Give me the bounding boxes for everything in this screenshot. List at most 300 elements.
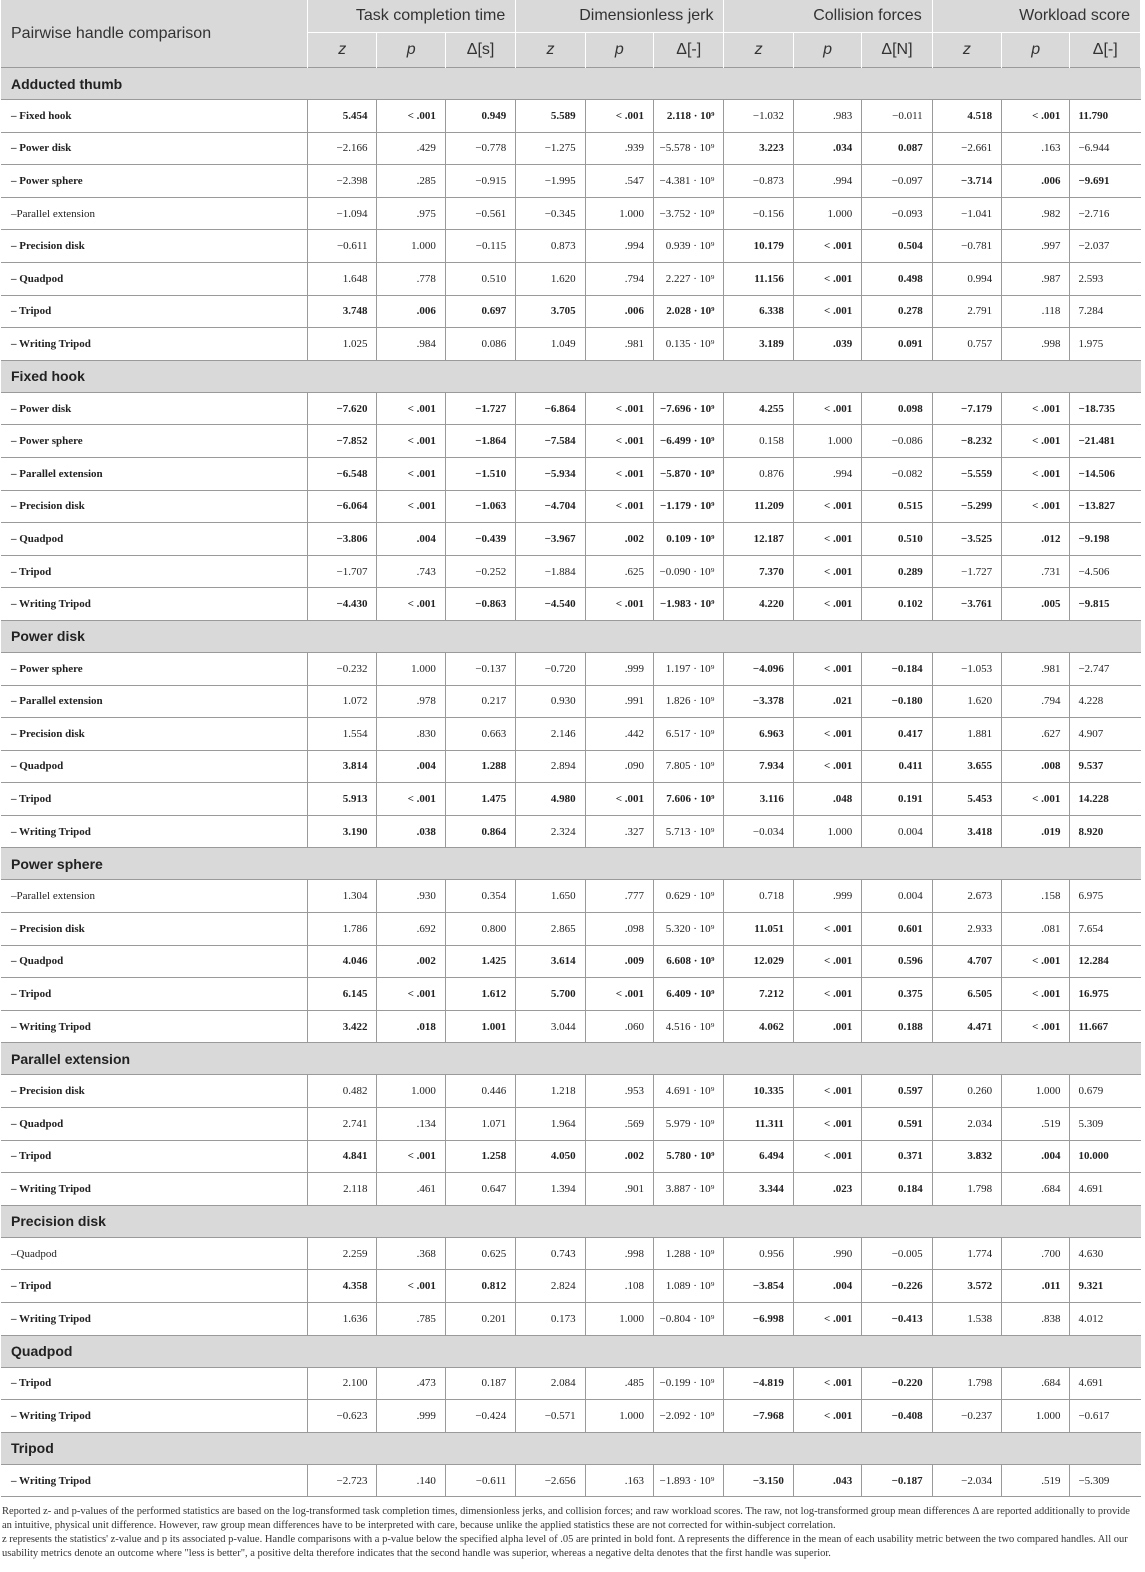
p-value-cell: < .001 (585, 783, 653, 816)
group-title: Precision disk (1, 1205, 1141, 1237)
z-value-cell: −0.720 (516, 652, 585, 685)
p-value-cell: .778 (377, 262, 445, 295)
z-value-cell: 6.145 (308, 978, 377, 1011)
p-value-cell: .485 (585, 1367, 653, 1400)
delta-value-cell: 4.516 · 10⁹ (654, 1010, 724, 1043)
delta-value-cell: 0.371 (862, 1140, 932, 1173)
delta-value-cell: 0.625 (445, 1237, 515, 1270)
z-value-cell: 1.072 (308, 685, 377, 718)
table-row (1, 100, 1141, 133)
table-row (1, 913, 1141, 946)
delta-value-cell: 0.515 (862, 490, 932, 523)
p-value-cell: .034 (793, 132, 861, 165)
p-value-cell: .990 (793, 1237, 861, 1270)
p-value-cell: .519 (1002, 1108, 1070, 1141)
z-value-cell: 1.964 (516, 1108, 585, 1141)
z-value-cell: −3.714 (932, 165, 1001, 198)
delta-value-cell: 0.004 (862, 815, 932, 848)
p-value-cell: < .001 (377, 100, 445, 133)
p-value-cell: .981 (1002, 652, 1070, 685)
delta-value-cell: 2.118 · 10⁹ (654, 100, 724, 133)
table-row (1, 1237, 1141, 1270)
z-value-cell: 1.881 (932, 718, 1001, 751)
comparison-handle-name: –Parallel extension (1, 197, 308, 230)
delta-value-cell: −0.115 (445, 230, 515, 263)
delta-value-cell: −18.735 (1070, 392, 1141, 425)
comparison-handle-name: – Tripod (1, 1270, 308, 1303)
delta-value-cell: 0.278 (862, 295, 932, 328)
z-value-cell: 3.418 (932, 815, 1001, 848)
p-value-cell: < .001 (793, 588, 861, 621)
p-value-cell: < .001 (793, 1303, 861, 1336)
delta-value-cell: −4.506 (1070, 555, 1141, 588)
p-value-cell: < .001 (585, 978, 653, 1011)
footnote-statistics: Reported z- and p-values of the performed statistics are based on the log-transformed task completion times, dimensionless jerks, and collision forces; and raw workload scores. The raw, not log-transformed group mean differences Δ are reported additionally to provide an intuitive, physical unit difference. However, raw group mean differences have to be interpreted with care, because unlike the applied statistics these are not corrected for within-subject correlation. (2, 1506, 1130, 1532)
p-value-cell: .140 (377, 1464, 445, 1497)
p-value-cell: < .001 (793, 262, 861, 295)
p-value-cell: 1.000 (585, 1303, 653, 1336)
p-value-cell: < .001 (377, 588, 445, 621)
comparison-handle-name: – Fixed hook (1, 100, 308, 133)
delta-value-cell: −5.578 · 10⁹ (654, 132, 724, 165)
p-value-cell: .930 (377, 880, 445, 913)
z-value-cell: −1.094 (308, 197, 377, 230)
z-value-cell: 4.471 (932, 1010, 1001, 1043)
z-value-cell: 0.757 (932, 328, 1001, 361)
group-title: Adducted thumb (1, 68, 1141, 100)
subheader-z: z (516, 33, 585, 68)
delta-value-cell: −13.827 (1070, 490, 1141, 523)
z-value-cell: 3.832 (932, 1140, 1001, 1173)
subheader-delta: Δ[-] (1070, 33, 1141, 68)
delta-value-cell: 2.593 (1070, 262, 1141, 295)
delta-value-cell: 0.201 (445, 1303, 515, 1336)
delta-value-cell: −4.381 · 10⁹ (654, 165, 724, 198)
delta-value-cell: 0.601 (862, 913, 932, 946)
delta-value-cell: 0.217 (445, 685, 515, 718)
table-row (1, 1464, 1141, 1497)
p-value-cell: .163 (1002, 132, 1070, 165)
p-value-cell: .461 (377, 1173, 445, 1206)
z-value-cell: 6.494 (724, 1140, 793, 1173)
delta-value-cell: 0.510 (445, 262, 515, 295)
comparison-handle-name: – Precision disk (1, 1075, 308, 1108)
comparison-handle-name: – Power sphere (1, 425, 308, 458)
table-row (1, 1303, 1141, 1336)
table-row (1, 1173, 1141, 1206)
delta-value-cell: 1.288 (445, 750, 515, 783)
z-value-cell: 0.876 (724, 457, 793, 490)
p-value-cell: .830 (377, 718, 445, 751)
z-value-cell: 2.034 (932, 1108, 1001, 1141)
delta-value-cell: 1.197 · 10⁹ (654, 652, 724, 685)
p-value-cell: < .001 (793, 230, 861, 263)
p-value-cell: .901 (585, 1173, 653, 1206)
z-value-cell: 1.538 (932, 1303, 1001, 1336)
p-value-cell: 1.000 (793, 815, 861, 848)
p-value-cell: < .001 (793, 652, 861, 685)
p-value-cell: .838 (1002, 1303, 1070, 1336)
delta-value-cell: −0.611 (445, 1464, 515, 1497)
delta-value-cell: 0.375 (862, 978, 932, 1011)
p-value-cell: .081 (1002, 913, 1070, 946)
delta-value-cell: 4.907 (1070, 718, 1141, 751)
z-value-cell: −1.041 (932, 197, 1001, 230)
z-value-cell: −3.854 (724, 1270, 793, 1303)
z-value-cell: −7.620 (308, 392, 377, 425)
p-value-cell: 1.000 (377, 230, 445, 263)
delta-value-cell: 5.713 · 10⁹ (654, 815, 724, 848)
z-value-cell: −2.656 (516, 1464, 585, 1497)
p-value-cell: < .001 (793, 1400, 861, 1433)
p-value-cell: .975 (377, 197, 445, 230)
delta-value-cell: −0.220 (862, 1367, 932, 1400)
p-value-cell: .429 (377, 132, 445, 165)
z-value-cell: −2.661 (932, 132, 1001, 165)
p-value-cell: .285 (377, 165, 445, 198)
z-value-cell: 4.518 (932, 100, 1001, 133)
z-value-cell: 0.482 (308, 1075, 377, 1108)
delta-value-cell: 0.939 · 10⁹ (654, 230, 724, 263)
comparison-handle-name: – Power disk (1, 132, 308, 165)
p-value-cell: < .001 (1002, 425, 1070, 458)
table-row (1, 588, 1141, 621)
delta-value-cell: 1.425 (445, 945, 515, 978)
p-value-cell: .794 (1002, 685, 1070, 718)
z-value-cell: 4.707 (932, 945, 1001, 978)
z-value-cell: 1.394 (516, 1173, 585, 1206)
p-value-cell: .692 (377, 913, 445, 946)
p-value-cell: < .001 (793, 978, 861, 1011)
group-header-row (1, 68, 1141, 100)
table-row (1, 457, 1141, 490)
group-header-row (1, 848, 1141, 880)
p-value-cell: < .001 (1002, 100, 1070, 133)
p-value-cell: < .001 (793, 945, 861, 978)
comparison-handle-name: – Writing Tripod (1, 328, 308, 361)
p-value-cell: .004 (793, 1270, 861, 1303)
z-value-cell: 1.620 (932, 685, 1001, 718)
z-value-cell: 3.655 (932, 750, 1001, 783)
p-value-cell: .743 (377, 555, 445, 588)
z-value-cell: 2.084 (516, 1367, 585, 1400)
delta-value-cell: 1.975 (1070, 328, 1141, 361)
p-value-cell: .060 (585, 1010, 653, 1043)
p-value-cell: .731 (1002, 555, 1070, 588)
table-row (1, 230, 1141, 263)
z-value-cell: 2.894 (516, 750, 585, 783)
table-row (1, 685, 1141, 718)
delta-value-cell: 0.086 (445, 328, 515, 361)
p-value-cell: .134 (377, 1108, 445, 1141)
group-header-row (1, 620, 1141, 652)
group-title: Tripod (1, 1432, 1141, 1464)
delta-value-cell: 16.975 (1070, 978, 1141, 1011)
p-value-cell: .999 (585, 652, 653, 685)
header-task-completion-time: Task completion time (308, 0, 516, 33)
z-value-cell: 7.934 (724, 750, 793, 783)
subheader-delta: Δ[s] (445, 33, 515, 68)
z-value-cell: −6.548 (308, 457, 377, 490)
z-value-cell: 0.930 (516, 685, 585, 718)
z-value-cell: 1.554 (308, 718, 377, 751)
delta-value-cell: −0.086 (862, 425, 932, 458)
p-value-cell: .163 (585, 1464, 653, 1497)
comparison-handle-name: – Tripod (1, 1367, 308, 1400)
delta-value-cell: −0.778 (445, 132, 515, 165)
table-row (1, 392, 1141, 425)
delta-value-cell: 5.309 (1070, 1108, 1141, 1141)
z-value-cell: 0.260 (932, 1075, 1001, 1108)
delta-value-cell: −1.063 (445, 490, 515, 523)
p-value-cell: < .001 (793, 718, 861, 751)
p-value-cell: < .001 (793, 1140, 861, 1173)
table-row (1, 1010, 1141, 1043)
delta-value-cell: 0.187 (445, 1367, 515, 1400)
z-value-cell: −0.571 (516, 1400, 585, 1433)
p-value-cell: < .001 (1002, 1010, 1070, 1043)
comparison-handle-name: – Writing Tripod (1, 588, 308, 621)
z-value-cell: 1.650 (516, 880, 585, 913)
p-value-cell: .118 (1002, 295, 1070, 328)
z-value-cell: 3.189 (724, 328, 793, 361)
p-value-cell: .684 (1002, 1173, 1070, 1206)
z-value-cell: −4.540 (516, 588, 585, 621)
z-value-cell: 2.100 (308, 1367, 377, 1400)
p-value-cell: < .001 (1002, 392, 1070, 425)
p-value-cell: < .001 (377, 490, 445, 523)
z-value-cell: 2.118 (308, 1173, 377, 1206)
z-value-cell: 3.344 (724, 1173, 793, 1206)
p-value-cell: < .001 (793, 1367, 861, 1400)
z-value-cell: 0.743 (516, 1237, 585, 1270)
z-value-cell: −0.345 (516, 197, 585, 230)
z-value-cell: 3.705 (516, 295, 585, 328)
comparison-handle-name: – Tripod (1, 295, 308, 328)
delta-value-cell: −1.727 (445, 392, 515, 425)
z-value-cell: 2.865 (516, 913, 585, 946)
p-value-cell: .473 (377, 1367, 445, 1400)
z-value-cell: 4.050 (516, 1140, 585, 1173)
z-value-cell: −0.623 (308, 1400, 377, 1433)
delta-value-cell: −0.424 (445, 1400, 515, 1433)
table-row (1, 523, 1141, 556)
p-value-cell: .158 (1002, 880, 1070, 913)
delta-value-cell: 2.028 · 10⁹ (654, 295, 724, 328)
z-value-cell: −4.704 (516, 490, 585, 523)
header-pairwise-handle-comparison: Pairwise handle comparison (1, 0, 308, 68)
comparison-handle-name: – Quadpod (1, 750, 308, 783)
z-value-cell: 3.572 (932, 1270, 1001, 1303)
table-footnotes (0, 1497, 1141, 1561)
delta-value-cell: 0.191 (862, 783, 932, 816)
delta-value-cell: 0.135 · 10⁹ (654, 328, 724, 361)
p-value-cell: .021 (793, 685, 861, 718)
z-value-cell: 2.824 (516, 1270, 585, 1303)
p-value-cell: < .001 (1002, 457, 1070, 490)
p-value-cell: .998 (1002, 328, 1070, 361)
z-value-cell: −3.378 (724, 685, 793, 718)
comparison-handle-name: – Writing Tripod (1, 1464, 308, 1497)
delta-value-cell: 4.691 (1070, 1367, 1141, 1400)
z-value-cell: −2.723 (308, 1464, 377, 1497)
z-value-cell: −3.967 (516, 523, 585, 556)
z-value-cell: −1.032 (724, 100, 793, 133)
z-value-cell: −3.761 (932, 588, 1001, 621)
table-row (1, 328, 1141, 361)
p-value-cell: .001 (793, 1010, 861, 1043)
p-value-cell: .002 (377, 945, 445, 978)
z-value-cell: 11.156 (724, 262, 793, 295)
delta-value-cell: 0.184 (862, 1173, 932, 1206)
delta-value-cell: 5.979 · 10⁹ (654, 1108, 724, 1141)
delta-value-cell: −2.747 (1070, 652, 1141, 685)
delta-value-cell: 0.596 (862, 945, 932, 978)
delta-value-cell: −0.915 (445, 165, 515, 198)
comparison-handle-name: – Precision disk (1, 718, 308, 751)
z-value-cell: 2.146 (516, 718, 585, 751)
delta-value-cell: −1.179 · 10⁹ (654, 490, 724, 523)
p-value-cell: < .001 (585, 490, 653, 523)
p-value-cell: < .001 (377, 457, 445, 490)
delta-value-cell: −2.716 (1070, 197, 1141, 230)
p-value-cell: .039 (793, 328, 861, 361)
z-value-cell: −6.864 (516, 392, 585, 425)
z-value-cell: 2.791 (932, 295, 1001, 328)
delta-value-cell: −0.011 (862, 100, 932, 133)
z-value-cell: 1.798 (932, 1173, 1001, 1206)
z-value-cell: 0.994 (932, 262, 1001, 295)
z-value-cell: −4.430 (308, 588, 377, 621)
delta-value-cell: 1.001 (445, 1010, 515, 1043)
subheader-z: z (724, 33, 793, 68)
z-value-cell: 5.589 (516, 100, 585, 133)
delta-value-cell: 0.591 (862, 1108, 932, 1141)
p-value-cell: < .001 (377, 783, 445, 816)
comparison-handle-name: – Quadpod (1, 1108, 308, 1141)
p-value-cell: < .001 (377, 978, 445, 1011)
z-value-cell: 1.049 (516, 328, 585, 361)
z-value-cell: 1.798 (932, 1367, 1001, 1400)
table-header (1, 0, 1141, 68)
delta-value-cell: 1.475 (445, 783, 515, 816)
p-value-cell: .777 (585, 880, 653, 913)
p-value-cell: .008 (1002, 750, 1070, 783)
group-header-row (1, 1335, 1141, 1367)
z-value-cell: −1.995 (516, 165, 585, 198)
z-value-cell: 10.335 (724, 1075, 793, 1108)
p-value-cell: .785 (377, 1303, 445, 1336)
delta-value-cell: −0.199 · 10⁹ (654, 1367, 724, 1400)
table-row (1, 490, 1141, 523)
comparison-handle-name: – Tripod (1, 1140, 308, 1173)
z-value-cell: −7.852 (308, 425, 377, 458)
delta-value-cell: 7.654 (1070, 913, 1141, 946)
z-value-cell: 0.158 (724, 425, 793, 458)
z-value-cell: −3.525 (932, 523, 1001, 556)
delta-value-cell: −0.005 (862, 1237, 932, 1270)
z-value-cell: 12.029 (724, 945, 793, 978)
z-value-cell: 4.358 (308, 1270, 377, 1303)
p-value-cell: .998 (585, 1237, 653, 1270)
p-value-cell: 1.000 (585, 197, 653, 230)
subheader-p: p (1002, 33, 1070, 68)
delta-value-cell: −0.408 (862, 1400, 932, 1433)
p-value-cell: .004 (1002, 1140, 1070, 1173)
z-value-cell: 2.259 (308, 1237, 377, 1270)
p-value-cell: < .001 (377, 1140, 445, 1173)
comparison-handle-name: – Quadpod (1, 945, 308, 978)
z-value-cell: 1.025 (308, 328, 377, 361)
delta-value-cell: 0.498 (862, 262, 932, 295)
delta-value-cell: 1.826 · 10⁹ (654, 685, 724, 718)
p-value-cell: .006 (585, 295, 653, 328)
delta-value-cell: 0.446 (445, 1075, 515, 1108)
delta-value-cell: 0.812 (445, 1270, 515, 1303)
z-value-cell: −0.873 (724, 165, 793, 198)
z-value-cell: 6.963 (724, 718, 793, 751)
delta-value-cell: 1.288 · 10⁹ (654, 1237, 724, 1270)
z-value-cell: −0.611 (308, 230, 377, 263)
delta-value-cell: 6.517 · 10⁹ (654, 718, 724, 751)
p-value-cell: 1.000 (1002, 1400, 1070, 1433)
p-value-cell: .043 (793, 1464, 861, 1497)
subheader-delta: Δ[-] (654, 33, 724, 68)
comparison-handle-name: – Parallel extension (1, 457, 308, 490)
group-header-row (1, 1205, 1141, 1237)
p-value-cell: .987 (1002, 262, 1070, 295)
delta-value-cell: 4.691 (1070, 1173, 1141, 1206)
delta-value-cell: 1.089 · 10⁹ (654, 1270, 724, 1303)
p-value-cell: .019 (1002, 815, 1070, 848)
comparison-handle-name: –Quadpod (1, 1237, 308, 1270)
group-header-row (1, 1043, 1141, 1075)
delta-value-cell: 1.258 (445, 1140, 515, 1173)
delta-value-cell: 4.012 (1070, 1303, 1141, 1336)
delta-value-cell: 5.320 · 10⁹ (654, 913, 724, 946)
p-value-cell: .442 (585, 718, 653, 751)
z-value-cell: −5.299 (932, 490, 1001, 523)
table-row (1, 978, 1141, 1011)
z-value-cell: −0.781 (932, 230, 1001, 263)
p-value-cell: .994 (793, 457, 861, 490)
delta-value-cell: 0.800 (445, 913, 515, 946)
p-value-cell: .994 (585, 230, 653, 263)
table-row (1, 555, 1141, 588)
z-value-cell: −7.179 (932, 392, 1001, 425)
delta-value-cell: −0.187 (862, 1464, 932, 1497)
z-value-cell: 3.614 (516, 945, 585, 978)
comparison-handle-name: – Quadpod (1, 523, 308, 556)
p-value-cell: .004 (377, 750, 445, 783)
group-title: Fixed hook (1, 360, 1141, 392)
z-value-cell: −1.727 (932, 555, 1001, 588)
delta-value-cell: 0.354 (445, 880, 515, 913)
p-value-cell: .625 (585, 555, 653, 588)
table-row (1, 262, 1141, 295)
delta-value-cell: 1.612 (445, 978, 515, 1011)
z-value-cell: 11.209 (724, 490, 793, 523)
group-title: Power sphere (1, 848, 1141, 880)
comparison-handle-name: – Tripod (1, 555, 308, 588)
table-row (1, 1108, 1141, 1141)
p-value-cell: < .001 (793, 490, 861, 523)
z-value-cell: −8.232 (932, 425, 1001, 458)
table-row (1, 718, 1141, 751)
z-value-cell: 3.190 (308, 815, 377, 848)
p-value-cell: .984 (377, 328, 445, 361)
p-value-cell: 1.000 (1002, 1075, 1070, 1108)
